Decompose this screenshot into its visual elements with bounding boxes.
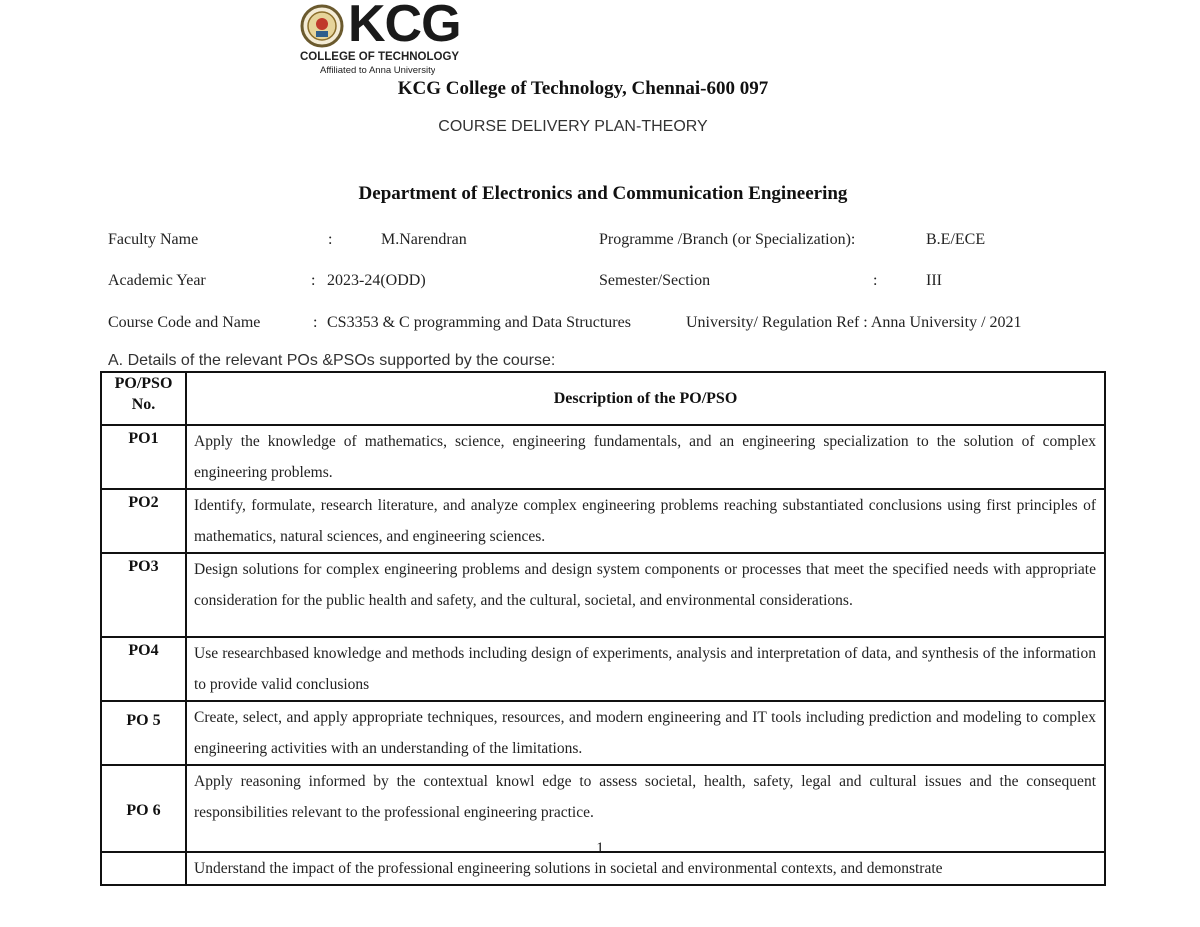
po-description: Understand the impact of the professional engineering solutions in societal and environmental contexts, and demonstrate — [186, 852, 1105, 885]
year-colon: : — [311, 272, 316, 289]
programme-label: Programme /Branch (or Specialization): — [599, 231, 856, 248]
po-description: Identify, formulate, research literature, and analyze complex engineering problems reaching substantiated conclusions using first principles of mathematics, natural sciences, and engineering sciences. — [186, 489, 1105, 553]
table-header-row — [101, 372, 1105, 425]
table-row — [101, 637, 1105, 701]
po-description-header: Description of the PO/PSO — [186, 372, 1105, 425]
plan-title: COURSE DELIVERY PLAN-THEORY — [438, 118, 708, 135]
semester-label: Semester/Section — [599, 272, 711, 289]
department-title: Department of Electronics and Communication Engineering — [358, 183, 848, 204]
logo-affiliation: Affiliated to Anna University — [320, 65, 436, 76]
college-title: KCG College of Technology, Chennai-600 097 — [397, 78, 769, 99]
po-code: PO3 — [101, 553, 186, 637]
year-value: 2023-24(ODD) — [327, 272, 426, 289]
college-logo — [298, 2, 483, 76]
table-row — [101, 425, 1105, 489]
table-row — [101, 553, 1105, 637]
table-row — [101, 701, 1105, 765]
logo-subtitle: COLLEGE OF TECHNOLOGY — [300, 51, 460, 63]
po-code: PO 5 — [101, 701, 186, 765]
section-a-heading: A. Details of the relevant POs &PSOs supported by the course: — [108, 352, 556, 369]
po-code: PO1 — [101, 425, 186, 489]
po-description: Apply the knowledge of mathematics, science, engineering fundamentals, and an engineering specialization to the solution of complex engineering problems. — [186, 425, 1105, 489]
year-label: Academic Year — [108, 272, 206, 289]
semester-value: III — [926, 272, 942, 289]
page-number: 1 — [596, 840, 604, 856]
faculty-label: Faculty Name — [108, 231, 199, 248]
programme-value: B.E/ECE — [926, 231, 986, 248]
course-colon: : — [313, 314, 318, 331]
table-row — [101, 489, 1105, 553]
course-label: Course Code and Name — [108, 314, 261, 331]
po-code: PO 6 — [101, 765, 186, 852]
po-description: Use researchbased knowledge and methods including design of experiments, analysis and interpretation of data, and synthesis of the information to provide valid conclusions — [186, 637, 1105, 701]
po-description: Design solutions for complex engineering problems and design system components or processes that meet the specified needs with appropriate consideration for the public health and safety, and the cultural, societal, and environmental considerations. — [186, 553, 1105, 637]
po-description: Apply reasoning informed by the contextual knowl edge to assess societal, health, safety, legal and cultural issues and the consequent responsibilities relevant to the professional engineering practice. — [186, 765, 1105, 852]
po-code: PO2 — [101, 489, 186, 553]
po-pso-table — [100, 371, 1106, 886]
regulation-ref: University/ Regulation Ref : Anna University / 2021 — [686, 314, 1022, 331]
college-seal-icon — [300, 4, 344, 48]
po-code: PO4 — [101, 637, 186, 701]
logo-brand: KCG — [348, 0, 461, 53]
po-description: Create, select, and apply appropriate techniques, resources, and modern engineering and IT tools including prediction and modeling to complex engineering activities with an understanding of the limitations. — [186, 701, 1105, 765]
faculty-value: M.Narendran — [381, 231, 467, 248]
po-number-header: PO/PSO No. — [101, 372, 186, 425]
course-value: CS3353 & C programming and Data Structures — [327, 314, 631, 331]
faculty-colon: : — [328, 231, 333, 248]
table-row — [101, 765, 1105, 852]
semester-colon: : — [873, 272, 878, 289]
